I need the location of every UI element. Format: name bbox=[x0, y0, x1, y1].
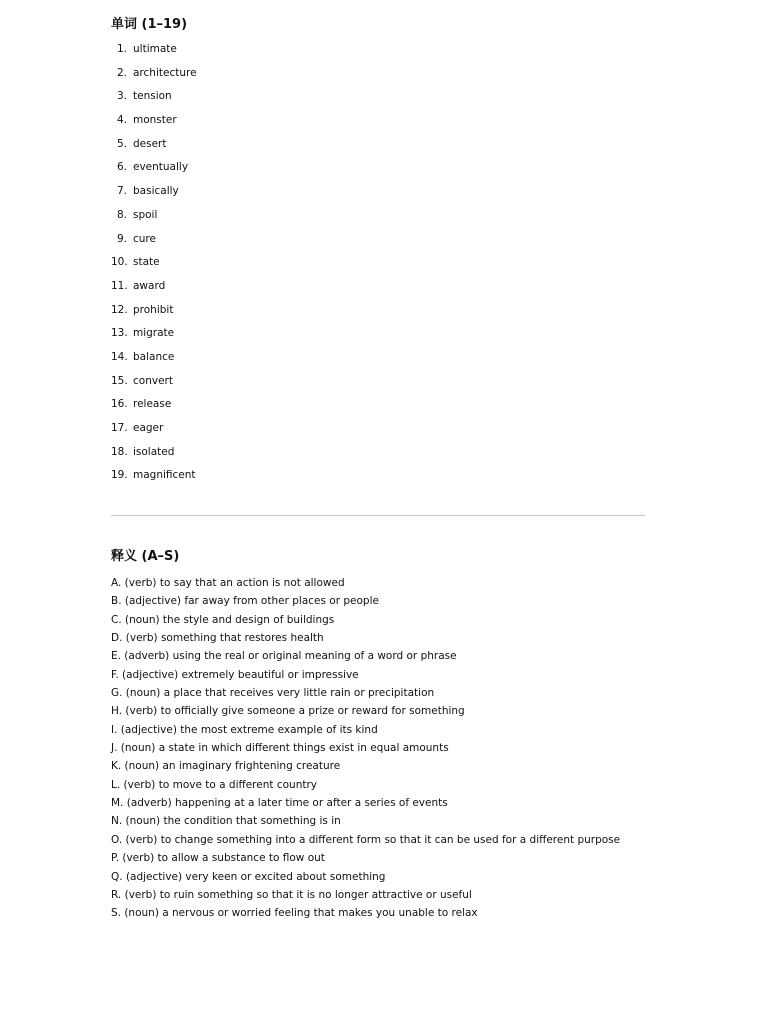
definition-item: E. (adverb) using the real or original meaning of a word or phrase bbox=[111, 650, 457, 663]
word-number: 16. bbox=[111, 398, 128, 411]
word-number: 10. bbox=[111, 256, 128, 269]
word-text: award bbox=[133, 279, 166, 292]
word-number: 6. bbox=[116, 161, 127, 174]
definition-item: L. (verb) to move to a different country bbox=[111, 778, 317, 791]
definition-item: D. (verb) something that restores health bbox=[111, 632, 324, 645]
list-item bbox=[111, 135, 197, 159]
list-item bbox=[111, 64, 197, 88]
list-item bbox=[111, 253, 197, 277]
definition-item: N. (noun) the condition that something is in bbox=[111, 815, 341, 828]
word-text: prohibit bbox=[133, 303, 174, 316]
word-number: 5. bbox=[116, 137, 127, 150]
word-number: 2. bbox=[116, 66, 127, 79]
word-text: spoil bbox=[133, 208, 158, 221]
word-number: 4. bbox=[116, 114, 127, 127]
definition-item: P. (verb) to allow a substance to flow out bbox=[111, 852, 325, 865]
list-item bbox=[111, 182, 197, 206]
word-number: 17. bbox=[111, 422, 128, 434]
list-item bbox=[111, 348, 197, 372]
word-number: 19. bbox=[111, 469, 128, 482]
list-item bbox=[111, 372, 197, 396]
list-item bbox=[111, 277, 197, 301]
word-text: release bbox=[133, 398, 172, 411]
definitions-section-title: 释义 (A–S) bbox=[111, 549, 180, 564]
word-text: eventually bbox=[133, 161, 189, 174]
word-list bbox=[111, 40, 197, 490]
list-item bbox=[111, 324, 197, 348]
section-divider bbox=[111, 515, 645, 516]
word-text: cure bbox=[133, 232, 156, 245]
definition-item: A. (verb) to say that an action is not allowed bbox=[111, 577, 345, 589]
word-text: tension bbox=[133, 90, 172, 103]
list-item bbox=[111, 419, 197, 443]
word-text: desert bbox=[133, 137, 167, 150]
definition-item: C. (noun) the style and design of buildings bbox=[111, 613, 335, 626]
word-number: 15. bbox=[111, 374, 128, 387]
word-text: magnificent bbox=[133, 469, 196, 482]
definition-item: F. (adjective) extremely beautiful or impressive bbox=[111, 668, 359, 681]
word-number: 12. bbox=[111, 303, 128, 316]
word-number: 8. bbox=[116, 208, 127, 221]
word-number: 18. bbox=[111, 445, 128, 458]
definition-list bbox=[111, 574, 620, 923]
definition-item: K. (noun) an imaginary frightening creature bbox=[111, 760, 341, 773]
list-item bbox=[111, 395, 197, 419]
word-text: convert bbox=[133, 374, 173, 387]
word-text: architecture bbox=[133, 66, 197, 79]
definition-item: M. (adverb) happening at a later time or after a series of events bbox=[111, 797, 448, 810]
definition-item: H. (verb) to officially give someone a prize or reward for something bbox=[111, 705, 465, 718]
definition-item: J. (noun) a state in which different things exist in equal amounts bbox=[111, 742, 449, 755]
word-number: 13. bbox=[111, 327, 128, 340]
list-item bbox=[111, 206, 197, 230]
list-item bbox=[111, 158, 197, 182]
definition-item: S. (noun) a nervous or worried feeling that makes you unable to relax bbox=[111, 907, 478, 920]
list-item bbox=[111, 230, 197, 254]
word-text: monster bbox=[133, 114, 177, 127]
word-number: 11. bbox=[111, 279, 128, 292]
word-number: 9. bbox=[116, 232, 127, 245]
definition-item: I. (adjective) the most extreme example of its kind bbox=[111, 723, 378, 736]
word-number: 1. bbox=[116, 43, 127, 55]
word-text: ultimate bbox=[133, 43, 177, 55]
word-text: basically bbox=[133, 185, 179, 198]
list-item bbox=[111, 443, 197, 467]
list-item bbox=[111, 40, 197, 64]
word-text: migrate bbox=[133, 327, 175, 340]
word-text: eager bbox=[133, 422, 164, 434]
word-text: balance bbox=[133, 350, 175, 363]
list-item bbox=[111, 111, 197, 135]
word-number: 3. bbox=[116, 90, 127, 103]
definition-item: Q. (adjective) very keen or excited about something bbox=[111, 870, 386, 883]
list-item bbox=[111, 87, 197, 111]
word-number: 7. bbox=[116, 185, 127, 198]
list-item bbox=[111, 301, 197, 325]
word-number: 14. bbox=[111, 350, 128, 363]
definition-item: R. (verb) to ruin something so that it is no longer attractive or useful bbox=[111, 888, 472, 901]
word-text: isolated bbox=[133, 445, 175, 458]
word-text: state bbox=[133, 256, 160, 269]
vocab-section-title: 单词 (1–19) bbox=[111, 17, 188, 32]
definition-item: B. (adjective) far away from other places or people bbox=[111, 595, 379, 608]
list-item bbox=[111, 466, 197, 490]
definition-item: G. (noun) a place that receives very little rain or precipitation bbox=[111, 687, 435, 700]
definition-item: O. (verb) to change something into a different form so that it can be used for a different purpose bbox=[111, 833, 621, 846]
